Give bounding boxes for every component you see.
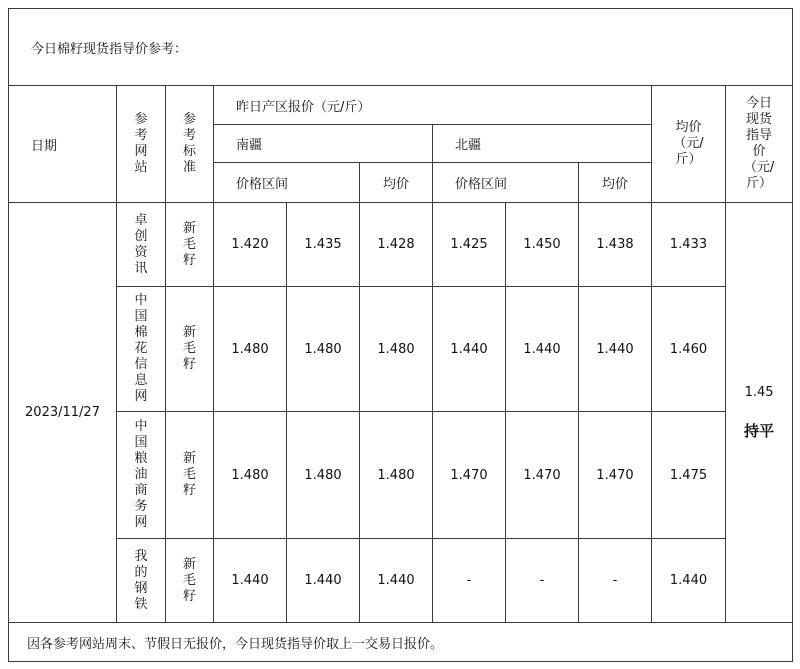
north-avg-cell: 1.438 [579, 203, 652, 287]
avg-cell: 1.475 [652, 412, 726, 539]
avg-price-header: 均价 （元/ 斤） [652, 86, 726, 203]
north-avg-cell: - [579, 539, 652, 623]
table-row [9, 287, 793, 412]
north-low-cell: - [433, 539, 506, 623]
site-cell: 中 国 棉 花 信 息 网 [117, 287, 166, 412]
standard-cell: 新 毛 籽 [166, 203, 214, 287]
south-low-cell: 1.480 [214, 287, 287, 412]
south-low-cell: 1.480 [214, 412, 287, 539]
south-avg-header: 均价 [360, 163, 433, 203]
today-price-cell [726, 203, 793, 623]
south-high-cell: 1.435 [287, 203, 360, 287]
site-cell: 我 的 钢 铁 [117, 539, 166, 623]
north-region-header: 北疆 [433, 125, 652, 163]
north-avg-cell: 1.440 [579, 287, 652, 412]
south-avg-cell: 1.440 [360, 539, 433, 623]
footnote: 因各参考网站周末、节假日无报价，今日现货指导价取上一交易日报价。 [9, 623, 793, 662]
date-cell: 2023/11/27 [9, 203, 117, 623]
north-avg-header: 均价 [579, 163, 652, 203]
south-range-header: 价格区间 [214, 163, 360, 203]
north-range-header: 价格区间 [433, 163, 579, 203]
price-table [8, 8, 793, 662]
south-avg-cell: 1.428 [360, 203, 433, 287]
south-high-cell: 1.440 [287, 539, 360, 623]
standard-cell: 新 毛 籽 [166, 412, 214, 539]
table-row [9, 203, 793, 287]
north-high-cell: 1.440 [506, 287, 579, 412]
north-low-cell: 1.470 [433, 412, 506, 539]
avg-cell: 1.440 [652, 539, 726, 623]
avg-cell: 1.460 [652, 287, 726, 412]
avg-cell: 1.433 [652, 203, 726, 287]
date-header: 日期 [9, 86, 117, 203]
south-avg-cell: 1.480 [360, 412, 433, 539]
yesterday-price-header: 昨日产区报价（元/斤） [214, 86, 652, 125]
south-high-cell: 1.480 [287, 412, 360, 539]
north-low-cell: 1.440 [433, 287, 506, 412]
site-header: 参 考 网 站 [117, 86, 166, 203]
north-high-cell: - [506, 539, 579, 623]
table-row [9, 412, 793, 539]
south-high-cell: 1.480 [287, 287, 360, 412]
standard-cell: 新 毛 籽 [166, 539, 214, 623]
site-cell: 中 国 粮 油 商 务 网 [117, 412, 166, 539]
south-low-cell: 1.420 [214, 203, 287, 287]
site-cell: 卓 创 资 讯 [117, 203, 166, 287]
south-avg-cell: 1.480 [360, 287, 433, 412]
north-high-cell: 1.470 [506, 412, 579, 539]
south-region-header: 南疆 [214, 125, 433, 163]
north-high-cell: 1.450 [506, 203, 579, 287]
table-title: 今日棉籽现货指导价参考： [9, 9, 793, 86]
table-row [9, 539, 793, 623]
today-price-value: 1.45 [744, 384, 774, 400]
standard-header: 参 考 标 准 [166, 86, 214, 203]
south-low-cell: 1.440 [214, 539, 287, 623]
north-avg-cell: 1.470 [579, 412, 652, 539]
north-low-cell: 1.425 [433, 203, 506, 287]
standard-cell: 新 毛 籽 [166, 287, 214, 412]
today-status-label: 持平 [744, 421, 775, 440]
today-price-header: 今日 现货 指导 价 （元/ 斤） [726, 86, 793, 203]
